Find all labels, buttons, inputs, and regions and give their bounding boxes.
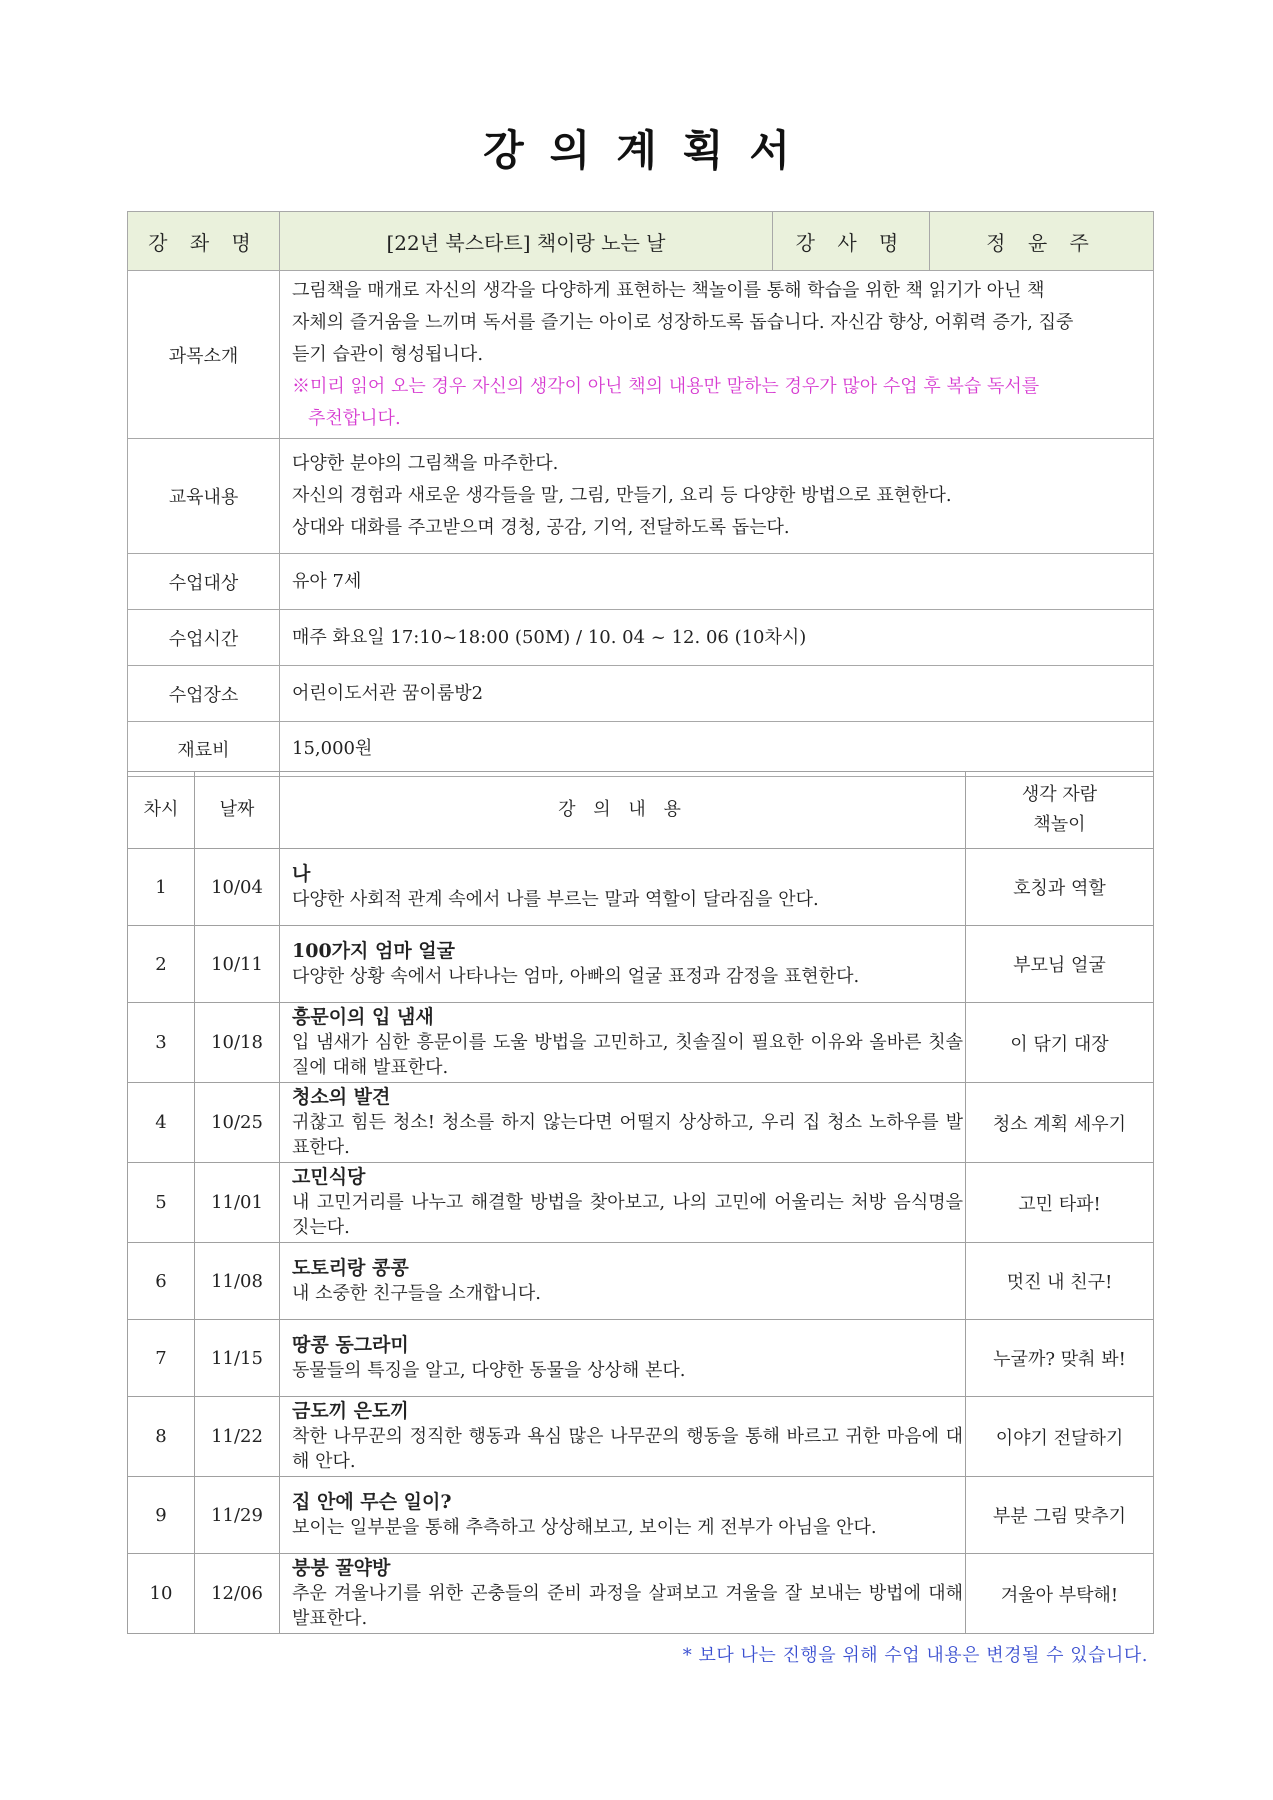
session-topic: 청소의 발견 (292, 1086, 391, 1108)
fee-label: 재료비 (128, 722, 280, 777)
target-row (128, 554, 1154, 610)
footnote: * 보다 나는 진행을 위해 수업 내용은 변경될 수 있습니다. (682, 1645, 1148, 1666)
target-label: 수업대상 (128, 554, 280, 610)
course-name-label: 강 좌 명 (128, 212, 280, 271)
date-header: 날짜 (195, 772, 280, 849)
session-number: 6 (128, 1243, 195, 1320)
session-date: 10/25 (195, 1083, 280, 1163)
activity-header (966, 772, 1154, 849)
session-number: 9 (128, 1477, 195, 1554)
session-date: 11/29 (195, 1477, 280, 1554)
place-row (128, 666, 1154, 722)
session-number: 4 (128, 1083, 195, 1163)
session-date: 10/18 (195, 1003, 280, 1083)
session-activity: 이 닦기 대장 (966, 1003, 1154, 1083)
session-content (280, 1083, 966, 1163)
session-date: 11/22 (195, 1397, 280, 1477)
schedule-row (128, 1397, 1154, 1477)
session-activity: 누굴까? 맞춰 봐! (966, 1320, 1154, 1397)
schedule-row (128, 1083, 1154, 1163)
session-date: 11/01 (195, 1163, 280, 1243)
schedule-body (128, 849, 1154, 1634)
schedule-row (128, 1243, 1154, 1320)
session-number: 3 (128, 1003, 195, 1083)
intro-label: 과목소개 (128, 271, 280, 439)
instructor-label: 강 사 명 (773, 212, 930, 271)
session-content (280, 1397, 966, 1477)
session-activity: 고민 타파! (966, 1163, 1154, 1243)
content-row (128, 439, 1154, 554)
place-label: 수업장소 (128, 666, 280, 722)
activity-header-line: 생각 자람 (1021, 784, 1098, 805)
session-date: 10/11 (195, 926, 280, 1003)
course-info-table (127, 211, 1154, 777)
schedule-row (128, 1163, 1154, 1243)
intro-text (280, 271, 1154, 439)
session-topic: 붕붕 꿀약방 (292, 1557, 391, 1579)
session-description: 다양한 상황 속에서 나타나는 엄마, 아빠의 얼굴 표정과 감정을 표현한다. (292, 966, 860, 987)
intro-line: 자체의 즐거움을 느끼며 독서를 즐기는 아이로 성장하도록 돕습니다. 자신감 향상, 어휘력 증가, 집중 (292, 311, 1074, 333)
fee-value: 15,000원 (280, 722, 1154, 777)
session-topic: 금도끼 은도끼 (292, 1400, 409, 1422)
session-content (280, 1163, 966, 1243)
schedule-header-row (128, 772, 1154, 849)
intro-note-line: ※미리 읽어 오는 경우 자신의 생각이 아닌 책의 내용만 말하는 경우가 많아 수업 후 복습 독서를 (292, 375, 1040, 397)
session-number: 8 (128, 1397, 195, 1477)
session-description: 동물들의 특징을 알고, 다양한 동물을 상상해 본다. (292, 1360, 686, 1381)
session-content (280, 1320, 966, 1397)
session-content (280, 1554, 966, 1634)
time-label: 수업시간 (128, 610, 280, 666)
session-activity: 호칭과 역할 (966, 849, 1154, 926)
schedule-row (128, 1554, 1154, 1634)
session-activity: 부분 그림 맞추기 (966, 1477, 1154, 1554)
session-topic: 고민식당 (292, 1166, 366, 1188)
session-description: 다양한 사회적 관계 속에서 나를 부르는 말과 역할이 달라짐을 안다. (292, 889, 819, 910)
activity-header-line: 책놀이 (1033, 814, 1086, 835)
session-activity: 청소 계획 세우기 (966, 1083, 1154, 1163)
session-number: 1 (128, 849, 195, 926)
session-topic: 흥문이의 입 냄새 (292, 1006, 434, 1028)
instructor-name: 정 윤 주 (930, 212, 1154, 271)
session-description: 내 고민거리를 나누고 해결할 방법을 찾아보고, 나의 고민에 어울리는 처방 음식명을 짓는다. (292, 1192, 963, 1238)
session-content (280, 1477, 966, 1554)
session-activity: 겨울아 부탁해! (966, 1554, 1154, 1634)
schedule-table (127, 771, 1154, 1634)
session-content (280, 1003, 966, 1083)
session-topic: 집 안에 무슨 일이? (292, 1491, 452, 1513)
session-description: 입 냄새가 심한 흥문이를 도울 방법을 고민하고, 칫솔질이 필요한 이유와 올바른 칫솔질에 대해 발표한다. (292, 1032, 963, 1078)
time-row (128, 610, 1154, 666)
intro-note (292, 371, 1141, 435)
session-content (280, 926, 966, 1003)
intro-line: 그림책을 매개로 자신의 생각을 다양하게 표현하는 책놀이를 통해 학습을 위한 책 읽기가 아닌 책 (292, 279, 1045, 301)
schedule-row (128, 1320, 1154, 1397)
session-number: 7 (128, 1320, 195, 1397)
session-number: 5 (128, 1163, 195, 1243)
session-topic: 나 (292, 863, 311, 885)
intro-row (128, 271, 1154, 439)
fee-row (128, 722, 1154, 777)
intro-note-line: 추천합니다. (308, 407, 401, 429)
content-header: 강 의 내 용 (280, 772, 966, 849)
schedule-row (128, 849, 1154, 926)
session-description: 착한 나무꾼의 정직한 행동과 욕심 많은 나무꾼의 행동을 통해 바르고 귀한 마음에 대해 안다. (292, 1426, 963, 1472)
session-date: 11/15 (195, 1320, 280, 1397)
course-header-row (128, 212, 1154, 271)
session-description: 보이는 일부분을 통해 추측하고 상상해보고, 보이는 게 전부가 아님을 안다. (292, 1517, 877, 1538)
session-header: 차시 (128, 772, 195, 849)
content-line: 다양한 분야의 그림책을 마주한다. (292, 453, 559, 474)
session-activity: 이야기 전달하기 (966, 1397, 1154, 1477)
session-topic: 100가지 엄마 얼굴 (292, 940, 456, 962)
schedule-row (128, 1477, 1154, 1554)
session-description: 귀찮고 힘든 청소! 청소를 하지 않는다면 어떨지 상상하고, 우리 집 청소 노하우를 발표한다. (292, 1112, 963, 1158)
session-date: 12/06 (195, 1554, 280, 1634)
session-date: 11/08 (195, 1243, 280, 1320)
course-name: [22년 북스타트] 책이랑 노는 날 (280, 212, 773, 271)
session-activity: 멋진 내 친구! (966, 1243, 1154, 1320)
place-value: 어린이도서관 꿈이룸방2 (280, 666, 1154, 722)
session-content (280, 1243, 966, 1320)
content-line: 상대와 대화를 주고받으며 경청, 공감, 기억, 전달하도록 돕는다. (292, 517, 790, 538)
session-content (280, 849, 966, 926)
session-topic: 땅콩 동그라미 (292, 1334, 409, 1356)
session-topic: 도토리랑 콩콩 (292, 1257, 409, 1279)
intro-line: 듣기 습관이 형성됩니다. (292, 343, 484, 365)
time-value: 매주 화요일 17:10~18:00 (50M) / 10. 04 ~ 12. 06 (10차시) (280, 610, 1154, 666)
session-number: 10 (128, 1554, 195, 1634)
content-label: 교육내용 (128, 439, 280, 554)
session-description: 내 소중한 친구들을 소개합니다. (292, 1283, 541, 1304)
session-description: 추운 겨울나기를 위한 곤충들의 준비 과정을 살펴보고 겨울을 잘 보내는 방법에 대해 발표한다. (292, 1583, 963, 1629)
session-activity: 부모님 얼굴 (966, 926, 1154, 1003)
session-number: 2 (128, 926, 195, 1003)
schedule-row (128, 1003, 1154, 1083)
content-line: 자신의 경험과 새로운 생각들을 말, 그림, 만들기, 요리 등 다양한 방법으로 표현한다. (292, 485, 952, 506)
session-date: 10/04 (195, 849, 280, 926)
content-text (280, 439, 1154, 554)
target-value: 유아 7세 (280, 554, 1154, 610)
schedule-row (128, 926, 1154, 1003)
page-title: 강의계획서 (483, 126, 816, 175)
